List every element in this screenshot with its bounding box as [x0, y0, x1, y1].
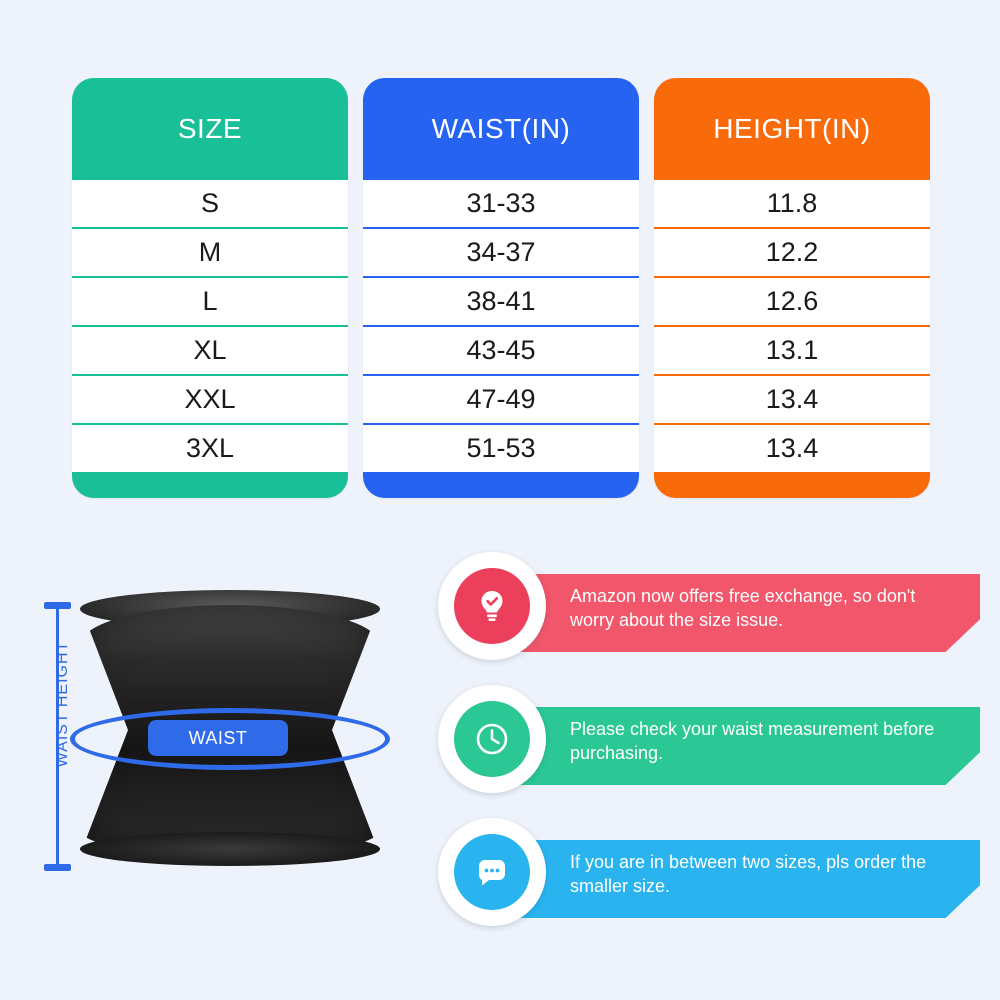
table-cell: 13.4 — [654, 425, 930, 472]
note-item — [430, 685, 980, 793]
note-icon-bubble — [438, 552, 546, 660]
table-column-height — [654, 78, 930, 498]
column-header-height: HEIGHT(IN) — [713, 113, 871, 144]
note-icon-bubble — [438, 818, 546, 926]
column-cells-size — [72, 180, 348, 498]
table-cell: 12.6 — [654, 278, 930, 325]
column-cells-waist — [363, 180, 639, 498]
waist-label-badge: WAIST — [148, 720, 288, 756]
note-item — [430, 818, 980, 926]
belt-bottom-edge — [80, 832, 380, 866]
note-item — [430, 552, 980, 660]
ruler-cap-bottom — [44, 864, 71, 871]
note-text: Please check your waist measurement before purchasing. — [570, 719, 935, 764]
table-cell: M — [72, 229, 348, 276]
note-text: Amazon now offers free exchange, so don't worry about the size issue. — [570, 586, 916, 631]
waist-height-ruler — [40, 600, 76, 875]
table-cell: L — [72, 278, 348, 325]
table-cell: 51-53 — [363, 425, 639, 472]
chat-bubble-icon — [454, 834, 530, 910]
table-cell: 47-49 — [363, 376, 639, 423]
table-column-size — [72, 78, 348, 498]
column-cells-height — [654, 180, 930, 498]
table-cell: 13.4 — [654, 376, 930, 423]
table-cell: 13.1 — [654, 327, 930, 374]
table-cell: 34-37 — [363, 229, 639, 276]
table-cell: 43-45 — [363, 327, 639, 374]
table-cell: S — [72, 180, 348, 227]
lightbulb-check-icon — [454, 568, 530, 644]
table-cell: XXL — [72, 376, 348, 423]
column-header-size: SIZE — [177, 113, 243, 144]
table-cell: 3XL — [72, 425, 348, 472]
clock-icon — [454, 701, 530, 777]
table-column-waist — [363, 78, 639, 498]
note-icon-bubble — [438, 685, 546, 793]
table-cell: 31-33 — [363, 180, 639, 227]
notes-list — [430, 552, 980, 972]
table-cell: 12.2 — [654, 229, 930, 276]
table-cell: 11.8 — [654, 180, 930, 227]
note-text: If you are in between two sizes, pls order the smaller size. — [570, 852, 927, 897]
size-table — [72, 78, 930, 498]
column-header-waist: WAIST(IN) — [431, 113, 571, 144]
table-cell: XL — [72, 327, 348, 374]
waist-height-label: WAIST HEIGHT — [54, 640, 71, 768]
table-cell: 38-41 — [363, 278, 639, 325]
product-illustration — [20, 560, 430, 980]
